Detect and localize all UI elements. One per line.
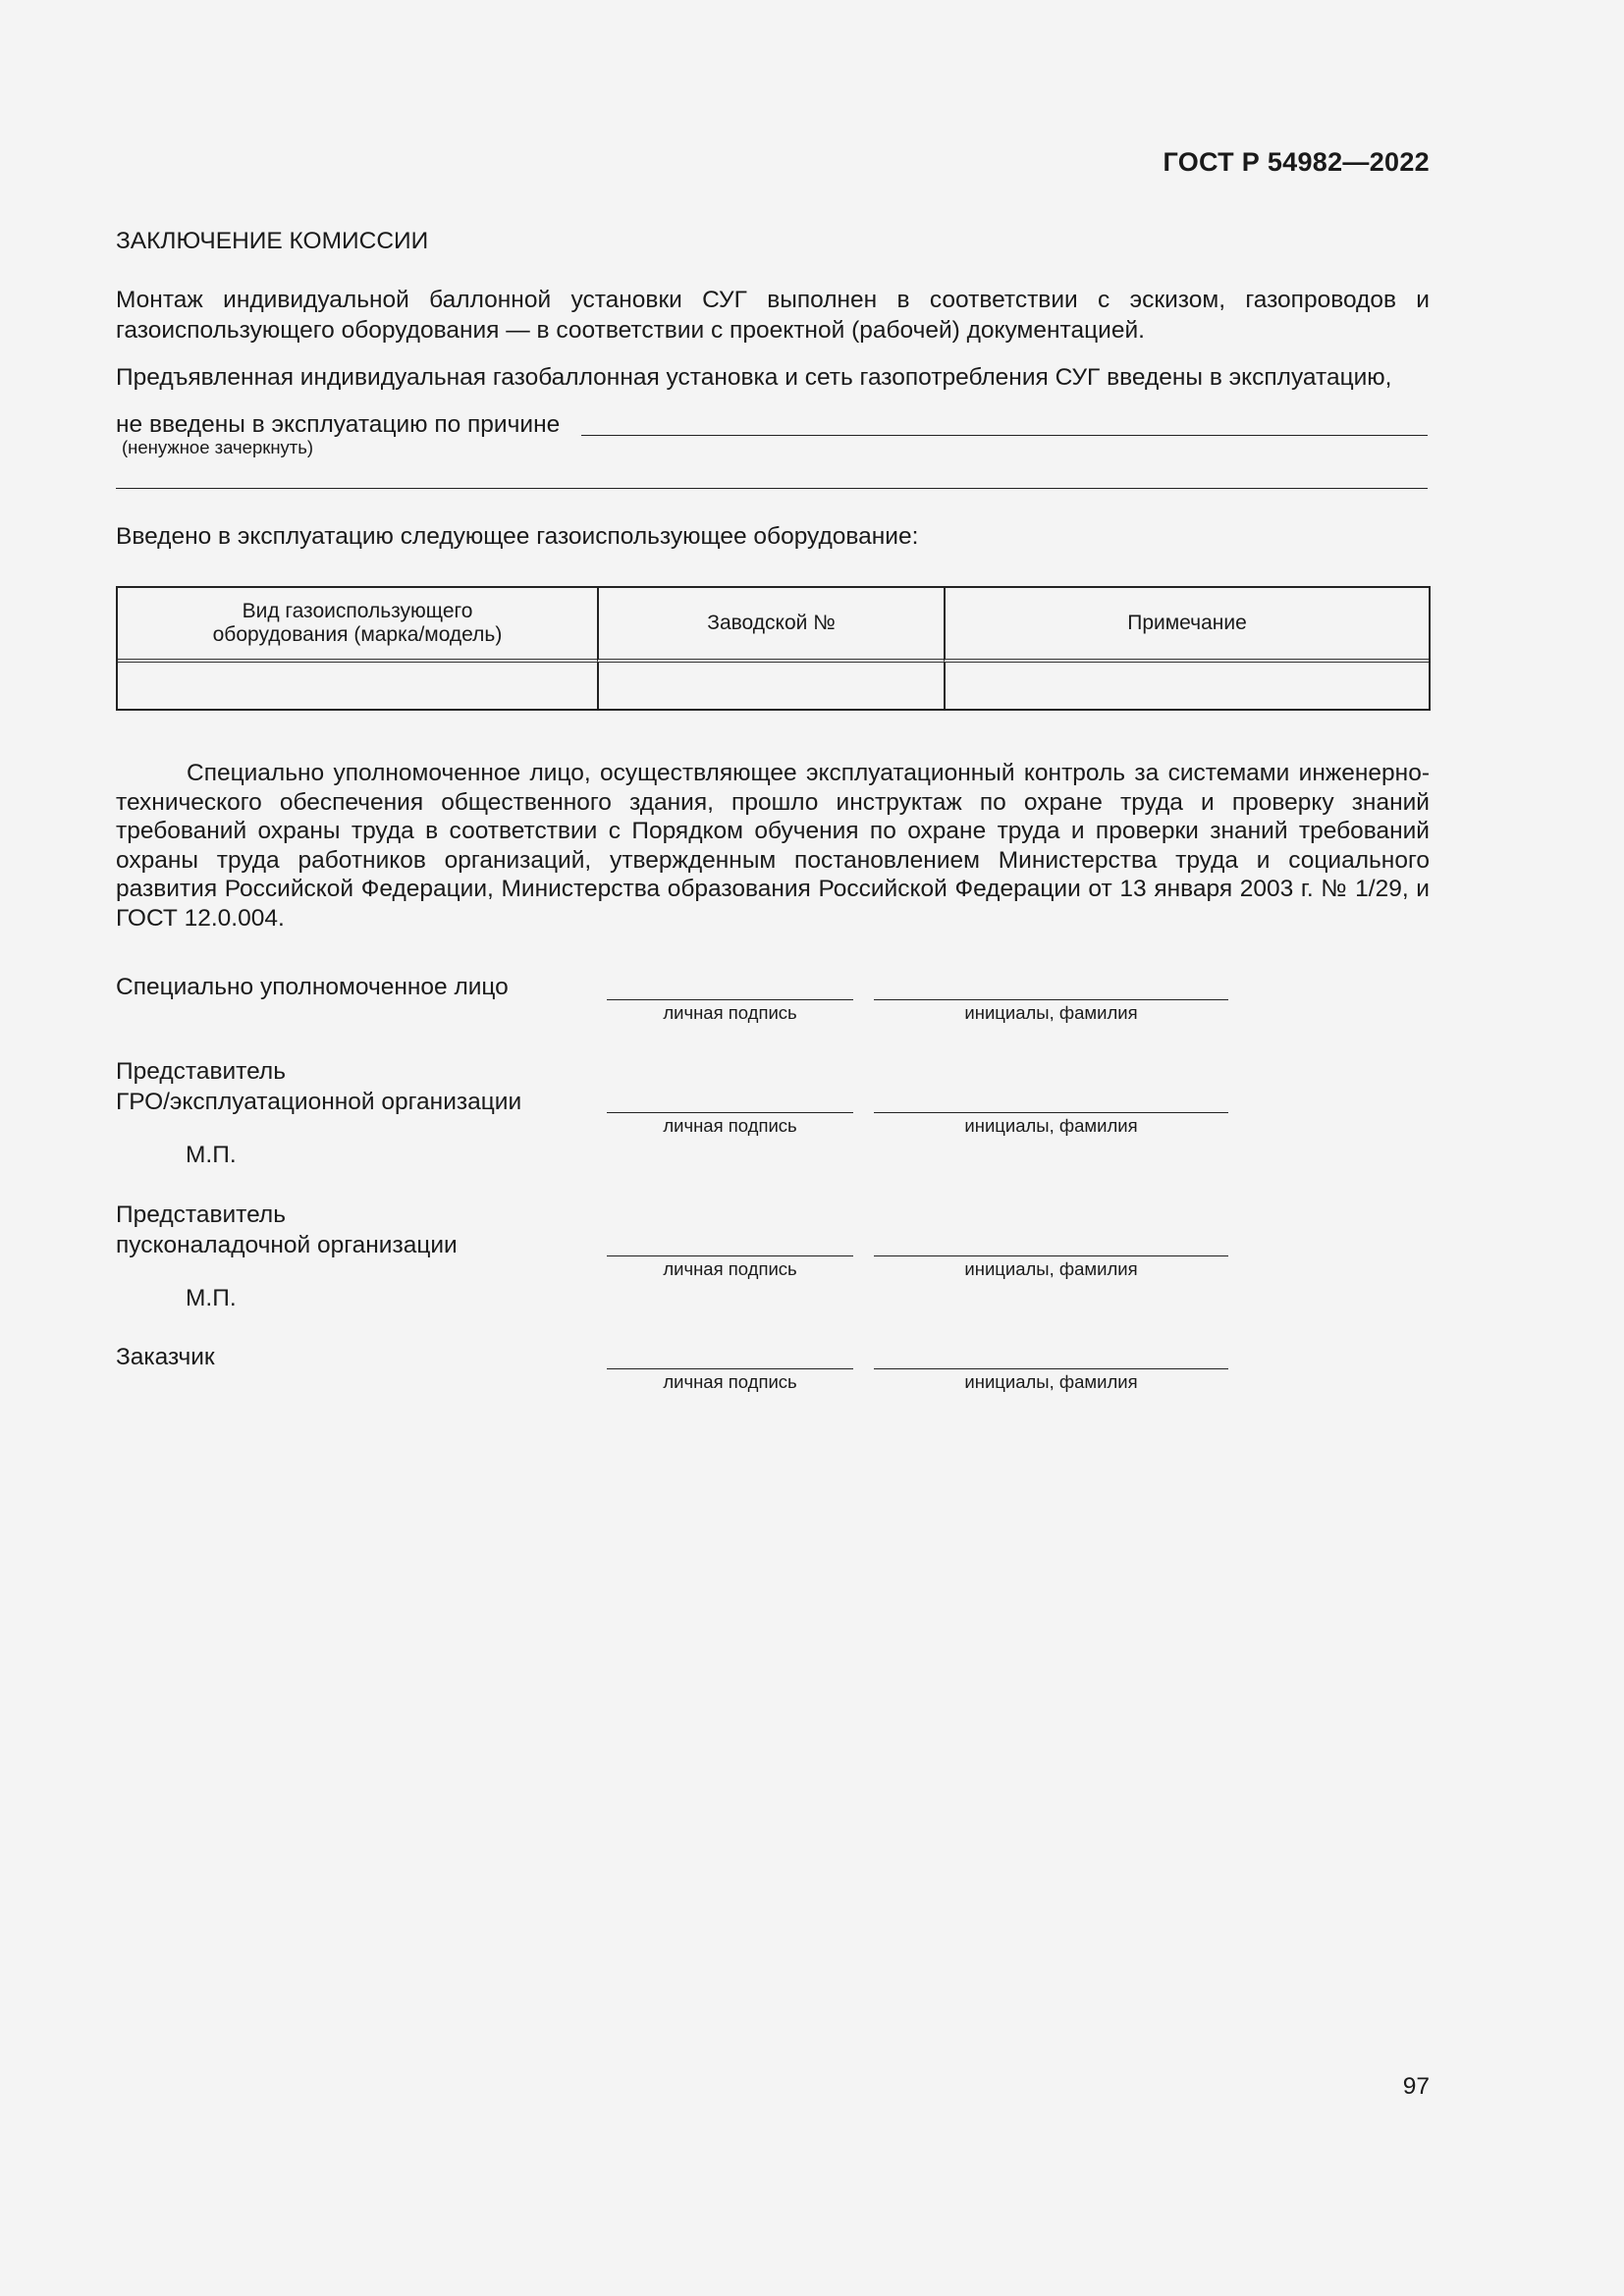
signature-line[interactable]: [607, 1368, 853, 1369]
page-number: 97: [1402, 2073, 1430, 2100]
table-cell[interactable]: [597, 663, 944, 709]
commissioning-representative-label-2: пусконаладочной организации: [116, 1232, 458, 1258]
authorized-person-label: Специально уполномоченное лицо: [116, 974, 509, 1000]
name-line[interactable]: [874, 1255, 1228, 1256]
signature-caption: личная подпись: [663, 1258, 797, 1279]
gro-representative-label-1: Представитель: [116, 1058, 286, 1085]
table-cell[interactable]: [944, 663, 1429, 709]
name-caption: инициалы, фамилия: [964, 1371, 1138, 1392]
table-header-row: [118, 588, 1429, 663]
name-line[interactable]: [874, 1112, 1228, 1113]
signature-line[interactable]: [607, 999, 853, 1000]
column-header-serial-number: Заводской №: [597, 588, 944, 663]
instruction-paragraph: Специально уполномоченное лицо, осуществляющее эксплуатационный контроль за системами инженерно-технического обеспечения общественного здания, прошло инструктаж по охране труда и проверку знаний требований охраны труда в соответствии с Порядком обучения по охране труда и проверки знаний требований охраны труда работников организаций, утвержденным постановлением Министерства труда и социального развития Российской Федерации, Министерства образования Российской Федерации от 13 января 2003 г. № 1/29, и ГОСТ 12.0.004.: [116, 760, 1430, 932]
customer-label: Заказчик: [116, 1344, 215, 1370]
equipment-table: [116, 586, 1431, 711]
signature-caption: личная подпись: [663, 1115, 797, 1136]
gro-representative-label-2: ГРО/эксплуатационной организации: [116, 1089, 522, 1115]
name-caption: инициалы, фамилия: [964, 1002, 1138, 1023]
not-commissioned-label: не введены в эксплуатацию по причине: [116, 411, 561, 438]
document-code: ГОСТ Р 54982—2022: [1163, 147, 1430, 177]
signature-line[interactable]: [607, 1112, 853, 1113]
signature-caption: личная подпись: [663, 1371, 797, 1392]
reason-fill-line[interactable]: [581, 435, 1428, 436]
section-title: ЗАКЛЮЧЕНИЕ КОМИССИИ: [116, 228, 429, 254]
table-row: [118, 663, 1429, 709]
column-header-note: Примечание: [944, 588, 1429, 663]
commissioning-representative-label-1: Представитель: [116, 1201, 286, 1228]
strike-out-note: (ненужное зачеркнуть): [122, 437, 314, 457]
equipment-intro: Введено в эксплуатацию следующее газоиспользующее оборудование:: [116, 523, 919, 550]
signature-line[interactable]: [607, 1255, 853, 1256]
commissioning-paragraph: Предъявленная индивидуальная газобаллонная установка и сеть газопотребления СУГ введены в эксплуатацию,: [116, 364, 1392, 391]
table-cell[interactable]: [118, 663, 597, 709]
name-line[interactable]: [874, 999, 1228, 1000]
installation-paragraph: Монтаж индивидуальной баллонной установки СУГ выполнен в соответствии с эскизом, газопроводов и газоиспользующего оборудования — в соответствии с проектной (рабочей) документацией.: [116, 287, 1430, 344]
reason-fill-line-2[interactable]: [116, 488, 1428, 489]
stamp-place-label: М.П.: [186, 1285, 237, 1311]
signature-caption: личная подпись: [663, 1002, 797, 1023]
column-header-equipment-type: Вид газоиспользующего оборудования (марка/модель): [118, 588, 597, 663]
name-line[interactable]: [874, 1368, 1228, 1369]
name-caption: инициалы, фамилия: [964, 1115, 1138, 1136]
stamp-place-label: М.П.: [186, 1142, 237, 1168]
name-caption: инициалы, фамилия: [964, 1258, 1138, 1279]
